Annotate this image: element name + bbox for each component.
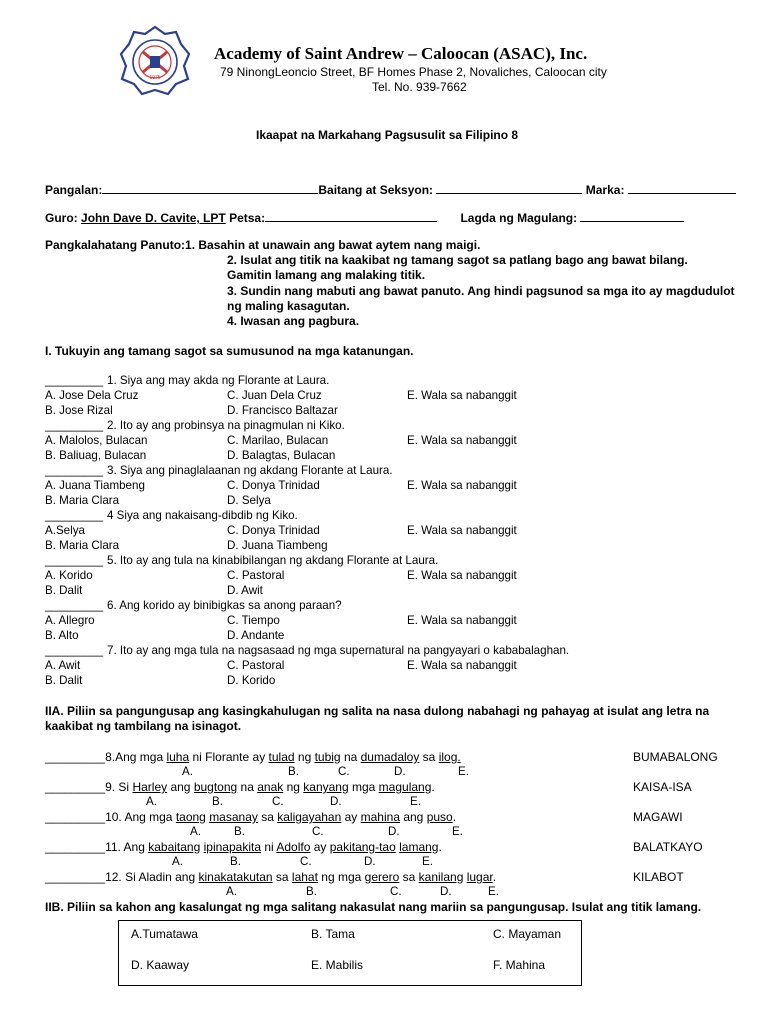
letter-label: B.: [230, 855, 241, 868]
sentence-text: ang: [167, 780, 194, 794]
underlined-word: kaligayahan: [277, 810, 342, 824]
guro-name: John Dave D. Cavite, LPT: [81, 211, 226, 225]
petsa-label: Petsa:: [229, 211, 266, 225]
question-2: 2. Ito ay ang probinsya na pinagmulan ni Kiko.: [107, 419, 345, 432]
option-a-3: A. Juana Tiambeng: [45, 479, 145, 492]
option-a-1: A. Jose Dela Cruz: [45, 389, 139, 402]
option-e-5: E. Wala sa nabanggit: [407, 569, 517, 582]
target-word: BUMABALONG: [633, 750, 718, 764]
item-number: 9.: [105, 780, 116, 794]
letter-label: D.: [364, 855, 376, 868]
lagda-field[interactable]: [580, 210, 684, 222]
sentence-text: sa: [419, 750, 439, 764]
underlined-word: lamang: [399, 840, 439, 854]
instruction-lead: Pangkalahatang Panuto:1. Basahin at unawain ang bawat aytem nang maigi.: [45, 238, 481, 252]
letter-label: C.: [312, 825, 324, 838]
question-1: 1. Siya ang may akda ng Florante at Laura.: [107, 374, 330, 387]
answer-blank-3[interactable]: _________: [45, 464, 104, 477]
target-word: KAISA-ISA: [633, 780, 692, 794]
answer-blank-6[interactable]: _________: [45, 599, 104, 612]
option-b-6: B. Alto: [45, 629, 79, 642]
letter-label: C.: [390, 885, 402, 898]
question-5: 5. Ito ay ang tula na kinabibilangan ng akdang Florante at Laura.: [107, 554, 439, 567]
letter-label: E.: [488, 885, 499, 898]
question-7: 7. Ito ay ang mga tula na nagsasaad ng mga supernatural na pangyayari o kababalaghan.: [107, 644, 570, 657]
underlined-word: ipinapakita: [203, 840, 261, 854]
sentence-text: sa: [257, 810, 278, 824]
pangalan-field[interactable]: [102, 182, 318, 194]
letter-label: A.: [146, 795, 157, 808]
choice-e: E. Mabilis: [311, 958, 364, 972]
answer-blank[interactable]: _________: [45, 810, 106, 824]
option-c-7: C. Pastoral: [227, 659, 285, 672]
letter-label: C.: [338, 765, 350, 778]
sentence-text: na: [237, 780, 258, 794]
underlined-word: kanyang: [303, 780, 349, 794]
sentence-text: Si: [115, 780, 133, 794]
item-number: 10.: [105, 810, 122, 824]
letter-label: A.: [226, 885, 237, 898]
sentence-text: ng mga: [317, 870, 365, 884]
sentence-text: ay: [310, 840, 330, 854]
option-d-2: D. Balagtas, Bulacan: [227, 449, 336, 462]
letter-label: B.: [306, 885, 317, 898]
underlined-word: mahina: [360, 810, 400, 824]
letter-label: A.: [182, 765, 193, 778]
option-c-2: C. Marilao, Bulacan: [227, 434, 329, 447]
choices-box: [118, 920, 582, 986]
letter-label: D.: [394, 765, 406, 778]
underlined-word: puso: [426, 810, 453, 824]
target-word: KILABOT: [633, 870, 684, 884]
sentence-text: mga: [348, 780, 379, 794]
sentence-text: .: [492, 870, 497, 884]
sentence-text: ng: [294, 750, 315, 764]
instruction-2: 2. Isulat ang titik na kaakibat ng tamang sagot sa patlang bago ang bawat bilang.: [227, 253, 688, 267]
item-number: 8.: [105, 750, 116, 764]
sentence-text: na: [340, 750, 361, 764]
answer-blank[interactable]: _________: [45, 870, 106, 884]
option-b-7: B. Dalit: [45, 674, 83, 687]
underlined-word: luha: [166, 750, 190, 764]
underlined-word: kabaitang: [148, 840, 201, 854]
underlined-word: gerero: [364, 870, 400, 884]
target-word: BALATKAYO: [633, 840, 703, 854]
school-address: 79 NinongLeoncio Street, BF Homes Phase 2, Novaliches, Caloocan city: [220, 65, 607, 79]
underlined-word: kinakatakutan: [198, 870, 273, 884]
option-b-5: B. Dalit: [45, 584, 83, 597]
option-c-3: C. Donya Trinidad: [227, 479, 320, 492]
option-d-3: D. Selya: [227, 494, 271, 507]
sentence-text: ng: [283, 780, 304, 794]
target-word: MAGAWI: [633, 810, 683, 824]
pangalan-row: [45, 182, 736, 197]
guro-row: [45, 210, 684, 225]
exam-title: Ikaapat na Markahang Pagsusulit sa Filipino 8: [256, 128, 519, 142]
sentence-text: Ang mga: [115, 750, 167, 764]
sentence-text: .: [452, 810, 457, 824]
answer-blank-7[interactable]: _________: [45, 644, 104, 657]
answer-blank[interactable]: _________: [45, 840, 106, 854]
underlined-word: kanilang: [418, 870, 464, 884]
letter-label: D.: [440, 885, 452, 898]
question-6: 6. Ang korido ay binibigkas sa anong paraan?: [107, 599, 342, 612]
letter-label: E.: [458, 765, 469, 778]
option-d-4: D. Juana Tiambeng: [227, 539, 328, 552]
sentence-item-12: [45, 870, 496, 884]
option-a-7: A. Awit: [45, 659, 81, 672]
option-c-1: C. Juan Dela Cruz: [227, 389, 322, 402]
part2b-heading: IIB. Piliin sa kahon ang kasalungat ng mga salitang nakasulat nang mariin sa pangungusap. Isulat ang titik lamang.: [45, 900, 702, 914]
sentence-text: ni Florante ay: [189, 750, 269, 764]
sentence-text: sa: [272, 870, 292, 884]
baitang-label: Baitang at Seksyon:: [318, 183, 434, 197]
underlined-word: bugtong: [193, 780, 238, 794]
answer-blank-2[interactable]: _________: [45, 419, 104, 432]
question-4: 4 Siya ang nakaisang-dibdib ng Kiko.: [107, 509, 298, 522]
choice-a: A.Tumatawa: [131, 927, 198, 941]
option-e-3: E. Wala sa nabanggit: [407, 479, 517, 492]
option-a-2: A. Malolos, Bulacan: [45, 434, 148, 447]
underlined-word: lahat: [291, 870, 318, 884]
underlined-word: Adolfo: [276, 840, 311, 854]
option-a-4: A.Selya: [45, 524, 85, 537]
option-e-7: E. Wala sa nabanggit: [407, 659, 517, 672]
underlined-word: lugar: [466, 870, 493, 884]
sentence-item-9: [45, 780, 435, 794]
part2a-heading-line2: kaakibat ng tambilang na isinagot.: [45, 719, 242, 733]
sentence-text: ni: [261, 840, 277, 854]
underlined-word: magulang: [378, 780, 432, 794]
item-number: 11.: [105, 840, 121, 854]
letter-label: E.: [422, 855, 433, 868]
option-a-5: A. Korido: [45, 569, 93, 582]
answer-blank-5[interactable]: _________: [45, 554, 104, 567]
sentence-text: .: [431, 780, 435, 794]
option-c-4: C. Donya Trinidad: [227, 524, 320, 537]
sentence-item-10: [45, 810, 456, 824]
underlined-word: ilog.: [438, 750, 461, 764]
choice-d: D. Kaaway: [131, 958, 190, 972]
letter-label: D.: [388, 825, 400, 838]
letter-label: B.: [212, 795, 223, 808]
option-c-6: C. Tiempo: [227, 614, 280, 627]
lagda-label: Lagda ng Magulang:: [460, 211, 578, 225]
sentence-text: Si Aladin ang: [121, 870, 199, 884]
letter-label: D.: [330, 795, 342, 808]
underlined-word: Harley: [132, 780, 168, 794]
option-e-1: E. Wala sa nabanggit: [407, 389, 517, 402]
instruction-3: 3. Sundin nang mabuti ang bawat panuto. Ang hindi pagsunod sa mga ito ay magdudulot: [227, 284, 735, 298]
choice-b: B. Tama: [311, 927, 355, 941]
answer-blank[interactable]: _________: [45, 780, 106, 794]
letter-label: B.: [234, 825, 245, 838]
option-c-5: C. Pastoral: [227, 569, 285, 582]
item-number: 12.: [105, 870, 122, 884]
instruction-2b: Gamitin lamang ang malaking titik.: [227, 268, 426, 282]
option-e-6: E. Wala sa nabanggit: [407, 614, 517, 627]
answer-blank-4[interactable]: _________: [45, 509, 104, 522]
pangalan-label: Pangalan:: [45, 183, 103, 197]
school-tel: Tel. No. 939-7662: [372, 80, 467, 94]
sentence-text: Ang: [120, 840, 149, 854]
option-d-7: D. Korido: [227, 674, 276, 687]
letter-label: E.: [410, 795, 421, 808]
choice-f: F. Mahina: [493, 958, 546, 972]
instruction-4: 4. Iwasan ang pagbura.: [227, 314, 360, 328]
svg-text:1975: 1975: [149, 75, 161, 81]
letter-label: A.: [172, 855, 183, 868]
option-b-4: B. Maria Clara: [45, 539, 120, 552]
petsa-field[interactable]: [265, 210, 437, 222]
sentence-text: ay: [341, 810, 361, 824]
sentence-text: .: [438, 840, 442, 854]
answer-blank-1[interactable]: _________: [45, 374, 104, 387]
underlined-word: dumadaloy: [360, 750, 420, 764]
sentence-text: ang: [400, 810, 427, 824]
letter-label: E.: [452, 825, 463, 838]
sentence-item-11: [45, 840, 442, 854]
school-seal-logo: [118, 24, 192, 98]
option-e-2: E. Wala sa nabanggit: [407, 434, 517, 447]
answer-blank[interactable]: _________: [45, 750, 106, 764]
underlined-word: tubig: [314, 750, 341, 764]
question-3: 3. Siya ang pinaglalaanan ng akdang Florante at Laura.: [107, 464, 393, 477]
letter-label: C.: [300, 855, 312, 868]
sentence-text: Ang mga: [121, 810, 176, 824]
part2a-heading-line1: IIA. Piliin sa pangungusap ang kasingkahulugan ng salita na nasa dulong nabahagi ng pahayag at isulat ang letra na: [45, 704, 710, 718]
option-b-3: B. Maria Clara: [45, 494, 120, 507]
marka-field[interactable]: [628, 182, 736, 194]
marka-label: Marka:: [585, 183, 625, 197]
letter-label: A.: [190, 825, 201, 838]
guro-label: Guro:: [45, 211, 78, 225]
option-d-1: D. Francisco Baltazar: [227, 404, 338, 417]
underlined-word: tulad: [268, 750, 295, 764]
option-d-6: D. Andante: [227, 629, 285, 642]
option-b-1: B. Jose Rizal: [45, 404, 113, 417]
letter-label: C.: [272, 795, 284, 808]
option-e-4: E. Wala sa nabanggit: [407, 524, 517, 537]
sentence-text: sa: [399, 870, 419, 884]
option-a-6: A. Allegro: [45, 614, 95, 627]
option-b-2: B. Baliuag, Bulacan: [45, 449, 147, 462]
letter-label: B.: [288, 765, 299, 778]
underlined-word: masanay: [209, 810, 258, 824]
instruction-3b: ng maling kasagutan.: [227, 299, 350, 313]
option-d-5: D. Awit: [227, 584, 263, 597]
underlined-word: taong: [175, 810, 206, 824]
school-name: Academy of Saint Andrew – Caloocan (ASAC), Inc.: [214, 44, 588, 63]
underlined-word: pakitang-tao: [329, 840, 396, 854]
underlined-word: anak: [257, 780, 284, 794]
choice-c: C. Mayaman: [493, 927, 562, 941]
baitang-field[interactable]: [436, 182, 582, 194]
part1-heading: I. Tukuyin ang tamang sagot sa sumusunod na mga katanungan.: [45, 344, 414, 358]
sentence-item-8: [45, 750, 461, 764]
